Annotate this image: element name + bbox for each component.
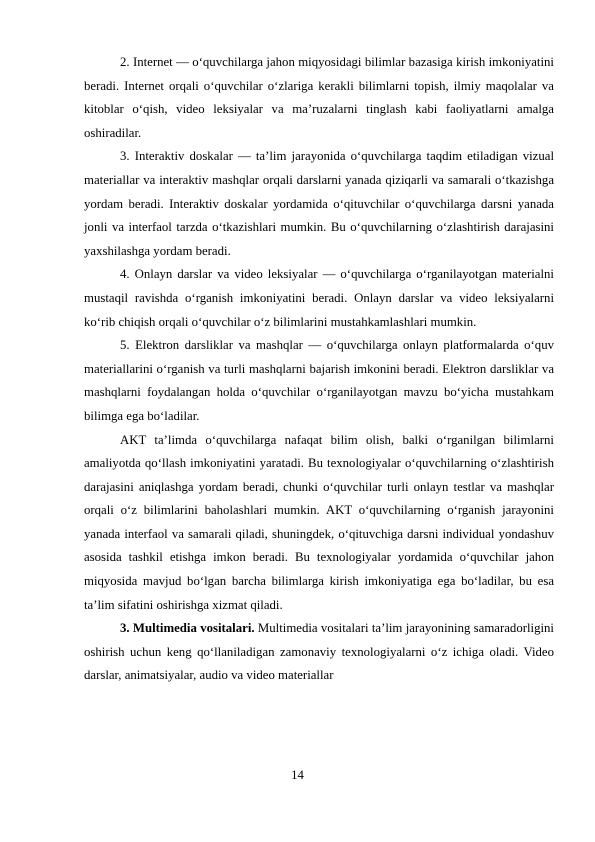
paragraph-internet [84,51,554,145]
paragraph-electronic-textbooks [84,334,554,428]
paragraph-text: 3. Interaktiv doskalar — ta’lim jarayonida o‘quvchilarga taqdim etiladigan vizual materiallar va interaktiv mashqlar orqali darslarni yanada qiziqarli va samarali o‘tkazishga yordam beradi. Interaktiv doskalar yordamida o‘qituvchilar o‘quvchilarga darsni yanada jonli va interfaol tarzda o‘tkazishlari mumkin. Bu o‘quvchilarning o‘zlashtirish darajasini yaxshilashga yordam beradi. [84,149,554,258]
paragraph-multimedia [84,617,554,688]
section-heading: 3. Multimedia vositalari. [120,621,255,636]
paragraph-online-lessons [84,263,554,334]
paragraph-text: 5. Elektron darsliklar va mashqlar — o‘quvchilarga onlayn platformalarda o‘quv materiallarini o‘rganish va turli mashqlarni bajarish imkonini beradi. Elektron darsliklar va mashqlarni foydalangan holda o‘quvchilar o‘rganilayotgan mavzu bo‘yicha mustahkam bilimga ega bo‘ladilar. [84,338,554,423]
paragraph-text: 2. Internet — o‘quvchilarga jahon miqyosidagi bilimlar bazasiga kirish imkoniyatini beradi. Internet orqali o‘quvchilar o‘zlariga kerakli bilimlarni topish, ilmiy maqolalar va kitoblar o‘qish, video leksiyalar va ma’ruzalarni tinglash kabi faoliyatlarni amalga oshiradilar. [84,55,554,140]
paragraph-akt-summary [84,429,554,618]
paragraph-interactive-boards [84,145,554,263]
paragraph-text: AKT ta’limda o‘quvchilarga nafaqat bilim olish, balki o‘rganilgan bilimlarni amaliyotda qo‘llash imkoniyatini yaratadi. Bu texnologiyalar o‘quvchilarning o‘zlashtirish darajasini aniqlashga yordam beradi, chunki o‘quvchilar turli onlayn testlar va mashqlar orqali o‘z bilimlarini baholashlari mumkin. AKT o‘quvchilarning o‘rganish jarayonini yanada interfaol va samarali qiladi, shuningdek, o‘qituvchiga darsni individual yondashuv asosida tashkil etishga imkon beradi. Bu texnologiyalar yordamida o‘quvchilar jahon miqyosida mavjud bo‘lgan barcha bilimlarga kirish imkoniyatiga ega bo‘ladilar, bu esa ta’lim sifatini oshirishga xizmat qiladi. [84,432,554,612]
document-body [84,51,554,688]
paragraph-text: 4. Onlayn darslar va video leksiyalar — o‘quvchilarga o‘rganilayotgan materialni mustaqil ravishda o‘rganish imkoniyatini beradi. Onlayn darslar va video leksiyalarni ko‘rib chiqish orqali o‘quvchilar o‘z bilimlarini mustahkamlashlari mumkin. [84,267,554,329]
page-number: 14 [291,768,304,782]
paragraph-text: Multimedia vositalari ta’lim jarayonining samaradorligini oshirish uchun keng qo‘llaniladigan zamonaviy texnologiyalarni o‘z ichiga oladi. Video darslar, animatsiyalar, audio va video materiallar [84,621,554,683]
